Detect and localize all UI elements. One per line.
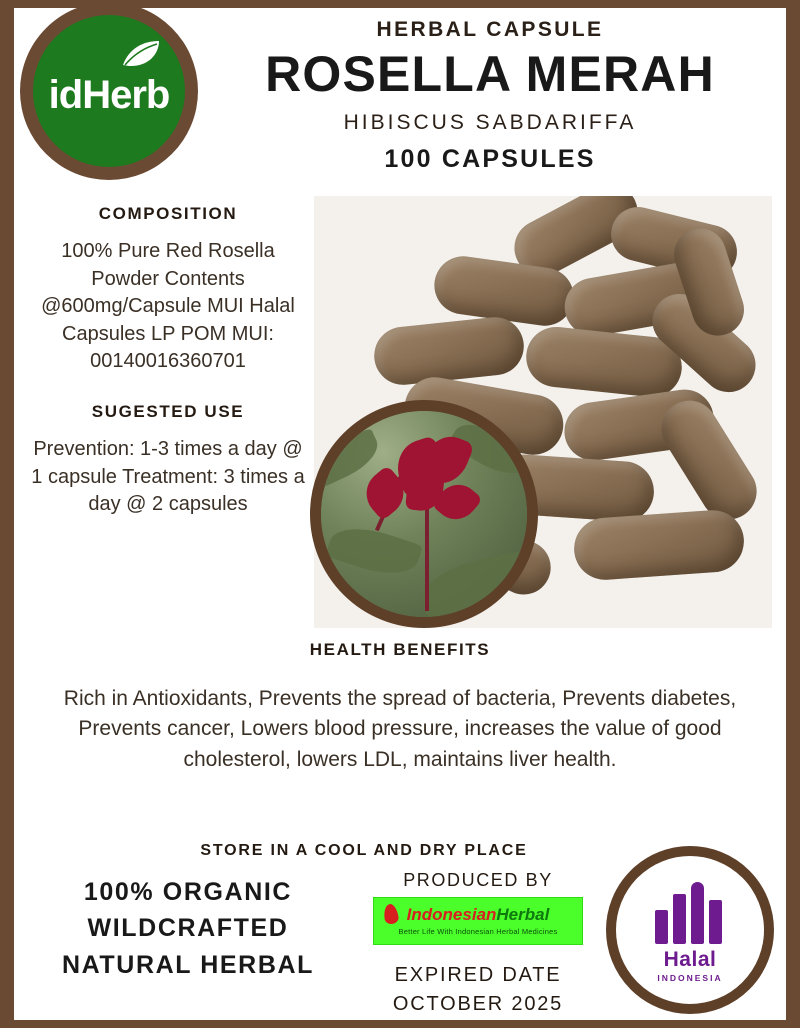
expiry-block bbox=[358, 961, 598, 1019]
rosella-flower-photo bbox=[310, 400, 538, 628]
flame-icon bbox=[383, 903, 400, 925]
page-title: ROSELLA MERAH bbox=[265, 46, 715, 102]
produced-by-label: PRODUCED BY bbox=[403, 870, 553, 890]
logo-circle bbox=[33, 15, 185, 167]
benefits-heading: HEALTH BENEFITS bbox=[309, 640, 491, 659]
composition-heading: COMPOSITION bbox=[98, 204, 238, 223]
halal-word: Halal bbox=[663, 947, 717, 971]
logo-text-herb: Herb bbox=[82, 72, 170, 117]
producer-name-part1: Indonesian bbox=[406, 905, 497, 924]
health-benefits-section bbox=[54, 640, 746, 775]
producer-block bbox=[358, 870, 598, 1019]
organic-claims: 100% ORGANIC WILDCRAFTED NATURAL HERBAL bbox=[61, 878, 314, 979]
column-spacer bbox=[28, 376, 308, 402]
producer-name-part2: Herbal bbox=[496, 905, 550, 924]
logo-text-id: id bbox=[48, 72, 83, 117]
expiry-value: OCTOBER 2025 bbox=[392, 993, 564, 1015]
product-kicker: HERBAL CAPSULE bbox=[376, 18, 604, 41]
suggested-use-body: Prevention: 1-3 times a day @ 1 capsule Treatment: 3 times a day @ 2 capsules bbox=[31, 437, 305, 516]
halal-logo-icon bbox=[653, 882, 727, 944]
storage-note: STORE IN A COOL AND DRY PLACE bbox=[200, 842, 528, 859]
halal-subtitle: INDONESIA bbox=[657, 972, 723, 983]
halal-badge bbox=[606, 846, 774, 1014]
capsule-count: 100 CAPSULES bbox=[384, 144, 596, 173]
leaf-icon bbox=[121, 39, 161, 69]
expiry-label: EXPIRED DATE bbox=[394, 964, 562, 986]
label-header bbox=[14, 8, 786, 190]
producer-tagline: Better Life With Indonesian Herbal Medicines bbox=[398, 927, 558, 936]
producer-logo bbox=[373, 897, 583, 945]
header-text-block bbox=[204, 18, 776, 174]
producer-name bbox=[407, 906, 550, 923]
latin-name: HIBISCUS SABDARIFFA bbox=[343, 110, 637, 134]
suggested-use-heading: SUGESTED USE bbox=[91, 401, 245, 421]
brand-logo bbox=[20, 2, 198, 180]
logo-wordmark bbox=[49, 73, 170, 118]
left-info-column bbox=[28, 204, 308, 519]
label-inner-panel bbox=[14, 8, 786, 1020]
composition-body: 100% Pure Red Rosella Powder Contents @600mg/Capsule MUI Halal Capsules LP POM MUI: 00140016360701 bbox=[41, 240, 295, 373]
benefits-body: Rich in Antioxidants, Prevents the spread of bacteria, Prevents diabetes, Prevents cancer, Lowers blood pressure, increases the value of good cholesterol, lowers LDL, maintains liver health. bbox=[63, 687, 737, 771]
